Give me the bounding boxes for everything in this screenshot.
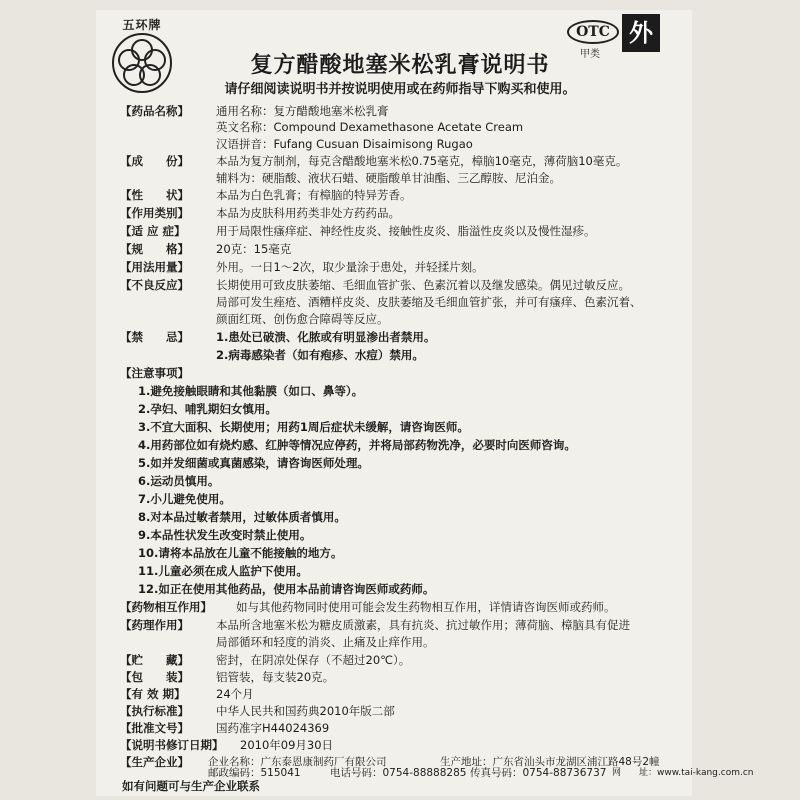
contra-line-2: 2.病毒感染者（如有疱疹、水痘）禁用。 [216, 348, 424, 362]
precaution-item: 6.运动员慎用。 [138, 474, 220, 488]
approval-label: 【批准文号】 [120, 721, 189, 735]
spec-label: 【规 格】 [120, 242, 189, 256]
storage-label: 【贮 藏】 [120, 653, 189, 667]
composition-label: 【成 份】 [120, 154, 189, 168]
precaution-item: 1.避免接触眼睛和其他黏膜（如口、鼻等）。 [138, 384, 364, 398]
manufacturer-address: 生产地址：广东省汕头市龙湖区浦江路48号2幢 [440, 756, 660, 768]
footer-contact: 如有问题可与生产企业联系 [122, 779, 260, 793]
manufacturer-web: 网 址：www.tai-kang.com.cn [612, 768, 754, 778]
precaution-item: 5.如并发细菌或真菌感染，请咨询医师处理。 [138, 456, 369, 470]
manufacturer-name: 企业名称：广东泰恩康制药厂有限公司 [208, 756, 387, 768]
pinyin-name: 汉语拼音：Fufang Cusuan Disaimisong Rugao [216, 137, 473, 151]
otc-badge: OTC [567, 20, 619, 44]
indications-label: 【适 应 症】 [120, 224, 186, 238]
adverse-label: 【不良反应】 [120, 278, 189, 292]
precaution-item: 8.对本品过敏者禁用，过敏体质者慎用。 [138, 510, 346, 524]
brand-name: 五环牌 [122, 18, 162, 32]
package-label: 【包 装】 [120, 670, 189, 684]
dosage-text: 外用。一日1～2次，取少量涂于患处，并轻揉片刻。 [216, 260, 484, 274]
external-use-badge: 外 [622, 14, 660, 52]
interactions-text: 如与其他药物同时使用可能会发生药物相互作用，详情请咨询医师或药师。 [236, 600, 616, 614]
precaution-item: 2.孕妇、哺乳期妇女慎用。 [138, 402, 277, 416]
package-text: 铝管装，每支装20克。 [216, 670, 335, 684]
composition-line-1: 本品为复方制剂，每克含醋酸地塞米松0.75毫克，樟脑10毫克，薄荷脑10毫克。 [216, 154, 628, 168]
adverse-line-1: 长期使用可致皮肤萎缩、毛细血管扩张、色素沉着以及继发感染。偶见过敏反应。 [216, 278, 630, 292]
storage-text: 密封，在阴凉处保存（不超过20℃）。 [216, 653, 411, 667]
contra-line-1: 1.患处已破溃、化脓或有明显渗出者禁用。 [216, 330, 436, 344]
appearance-label: 【性 状】 [120, 188, 189, 202]
pharmacology-line-2: 局部循环和轻度的消炎、止痛及止痒作用。 [216, 635, 435, 649]
page-subtitle: 请仔细阅读说明书并按说明使用或在药师指导下购买和使用。 [224, 82, 576, 97]
manufacturer-label: 【生产企业】 [120, 755, 189, 769]
manufacturer-postcode: 邮政编码：515041 [208, 767, 301, 779]
adverse-line-3: 颜面红斑、创伤愈合障碍等反应。 [216, 312, 389, 326]
validity-label: 【有 效 期】 [120, 687, 186, 701]
adverse-line-2: 局部可发生痤疮、酒糟样皮炎、皮肤萎缩及毛细血管扩张，并可有瘙痒、色素沉着、 [216, 295, 642, 309]
precaution-item: 7.小儿避免使用。 [138, 492, 231, 506]
contra-label: 【禁 忌】 [120, 330, 189, 344]
precautions-label: 【注意事项】 [120, 366, 189, 380]
precaution-item: 3.不宜大面积、长期使用；用药1周后症状未缓解，请咨询医师。 [138, 420, 469, 434]
composition-line-2: 辅料为：硬脂酸、液状石蜡、硬脂酸单甘油酯、三乙醇胺、尼泊金。 [216, 171, 561, 185]
validity-text: 24个月 [216, 687, 254, 701]
category-label: 【作用类别】 [120, 206, 189, 220]
pharmacology-line-1: 本品所含地塞米松为糖皮质激素，具有抗炎、抗过敏作用；薄荷脑、樟脑具有促进 [216, 618, 630, 632]
manufacturer-fax: 传真号码：0754-88736737 [470, 767, 607, 779]
precaution-item: 10.请将本品放在儿童不能接触的地方。 [138, 546, 343, 560]
otc-class-label: 甲类 [580, 49, 600, 60]
common-name: 通用名称：复方醋酸地塞米松乳膏 [216, 104, 389, 118]
standard-text: 中华人民共和国药典2010年版二部 [216, 704, 395, 718]
revision-text: 2010年09月30日 [240, 738, 334, 752]
precaution-item: 4.用药部位如有烧灼感、红肿等情况应停药，并将局部药物洗净，必要时向医师咨询。 [138, 438, 576, 452]
pharmacology-label: 【药理作用】 [120, 618, 189, 632]
precaution-item: 12.如正在使用其他药品，使用本品前请咨询医师或药师。 [138, 582, 435, 596]
manufacturer-phone: 电话号码：0754-88888285 [330, 767, 467, 779]
indications-text: 用于局限性瘙痒症、神经性皮炎、接触性皮炎、脂溢性皮炎以及慢性湿疹。 [216, 224, 596, 238]
spec-text: 20克：15毫克 [216, 242, 292, 256]
precaution-item: 11.儿童必须在成人监护下使用。 [138, 564, 308, 578]
interactions-label: 【药物相互作用】 [120, 600, 212, 614]
appearance-text: 本品为白色乳膏；有樟脑的特异芳香。 [216, 188, 412, 202]
dosage-label: 【用法用量】 [120, 260, 189, 274]
approval-text: 国药准字H44024369 [216, 721, 330, 735]
category-text: 本品为皮肤科用药类非处方药药品。 [216, 206, 400, 220]
page-title: 复方醋酸地塞米松乳膏说明书 [250, 53, 550, 78]
revision-label: 【说明书修订日期】 [120, 738, 224, 752]
precaution-item: 9.本品性状发生改变时禁止使用。 [138, 528, 312, 542]
english-name: 英文名称：Compound Dexamethasone Acetate Cream [216, 120, 524, 134]
name-label: 【药品名称】 [120, 104, 189, 118]
standard-label: 【执行标准】 [120, 704, 189, 718]
